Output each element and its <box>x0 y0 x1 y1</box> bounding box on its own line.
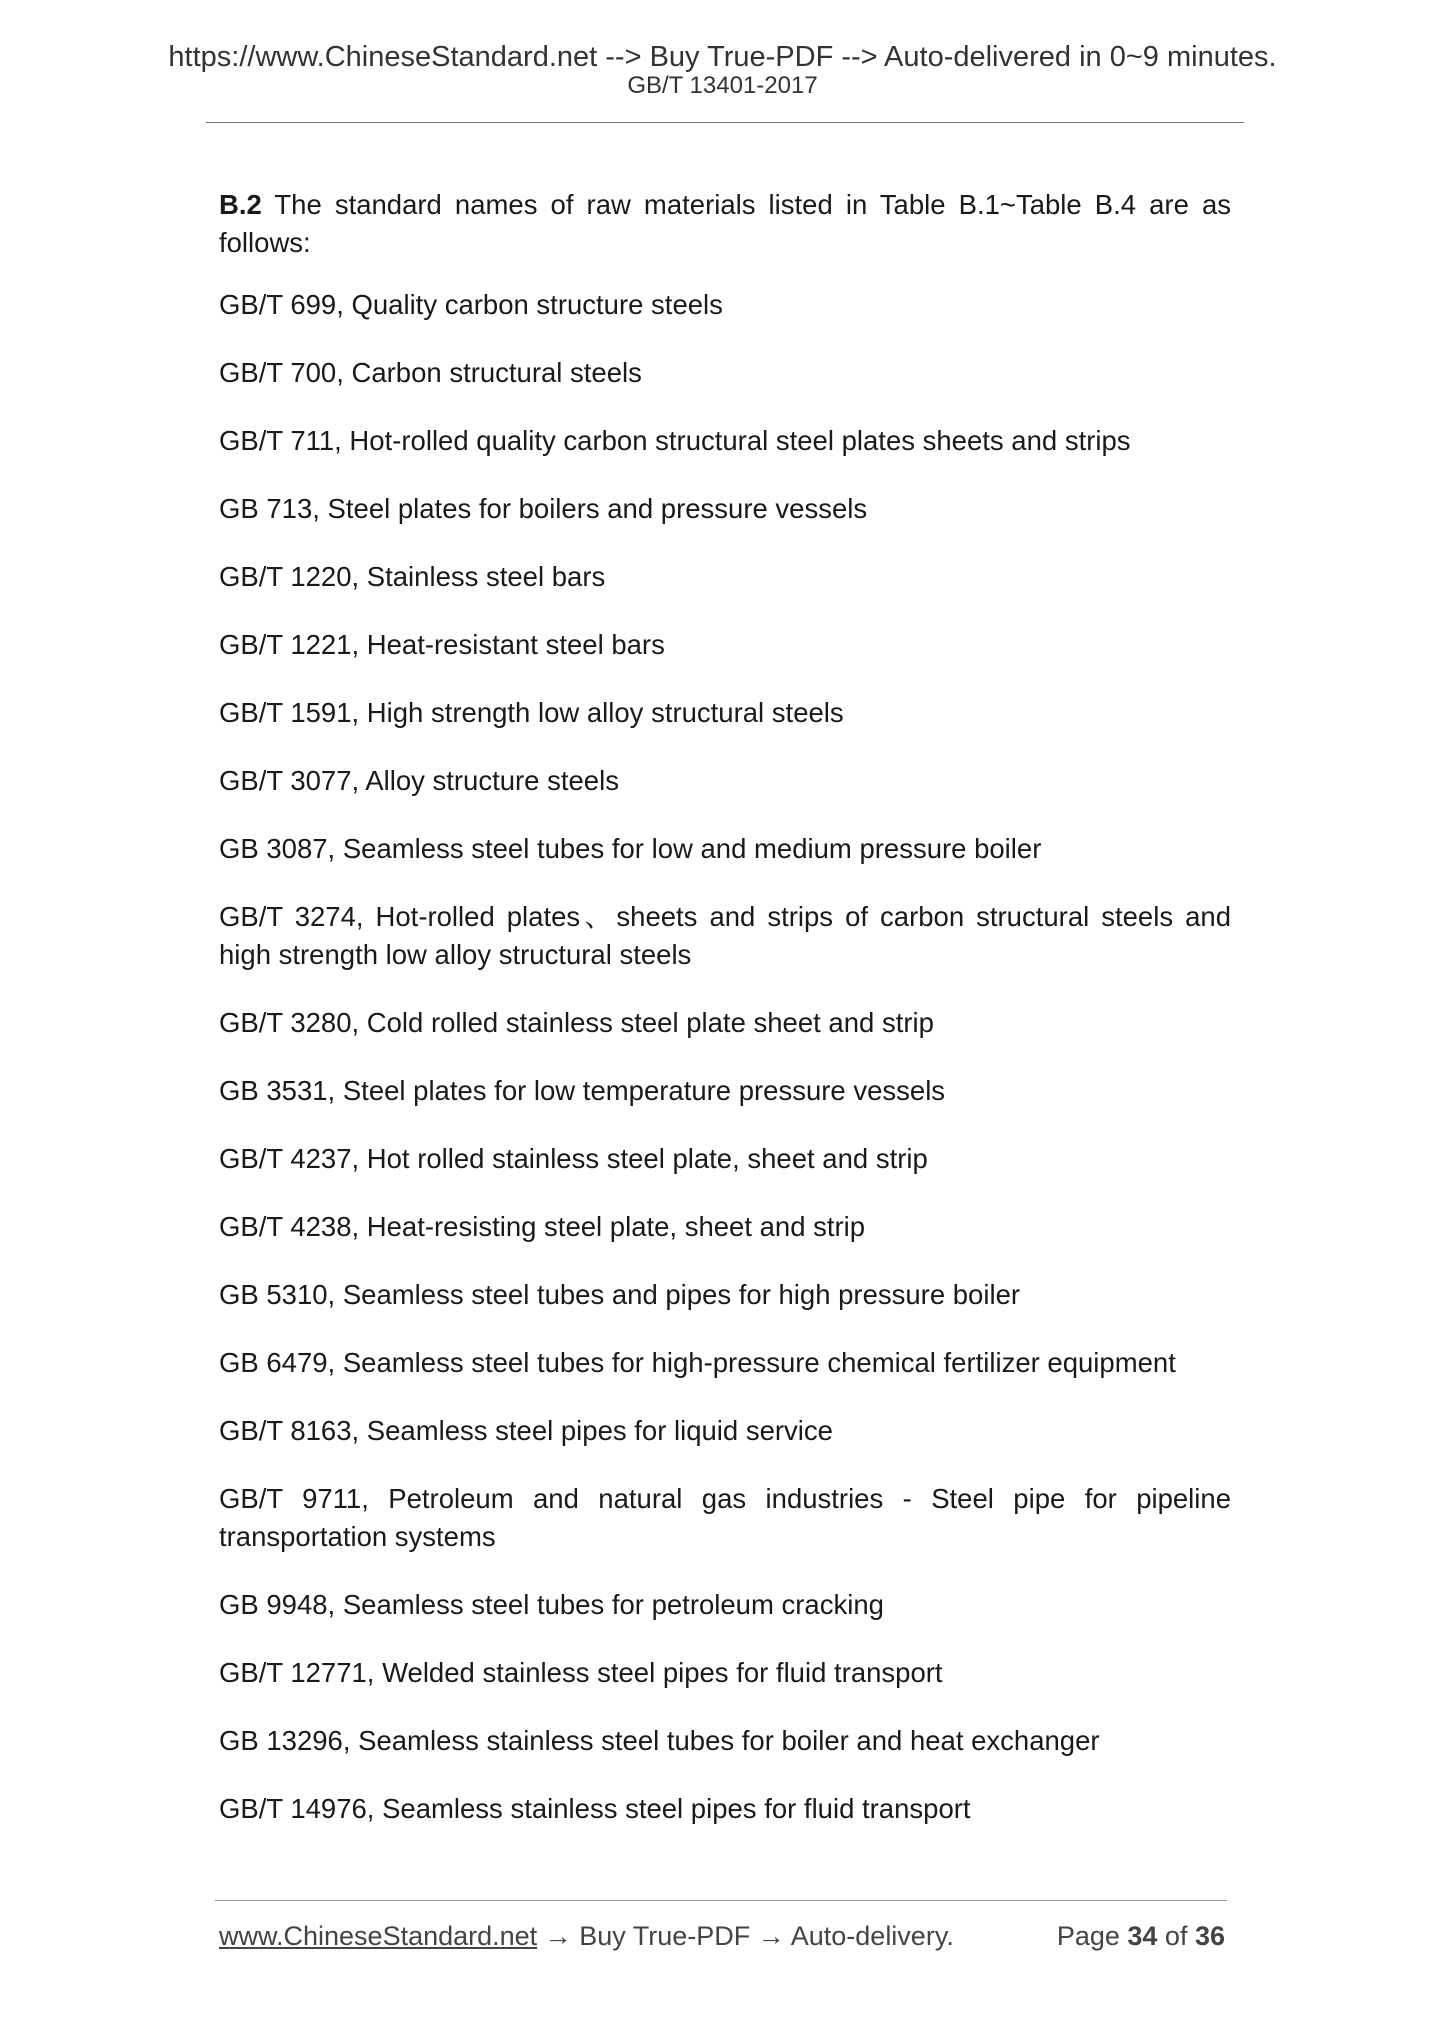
standard-item: GB/T 3077, Alloy structure steels <box>219 765 619 796</box>
standard-item: GB 13296, Seamless stainless steel tubes for boiler and heat exchanger <box>219 1725 1100 1756</box>
standard-item: GB/T 3274, Hot-rolled plates、sheets and strips of carbon structural steels and high strength low alloy structural steels <box>219 901 1231 970</box>
standard-item: GB/T 3280, Cold rolled stainless steel plate sheet and strip <box>219 1007 934 1038</box>
of-word: of <box>1157 1921 1195 1951</box>
header-divider <box>206 122 1244 123</box>
footer-divider <box>215 1900 1227 1901</box>
standard-item: GB/T 12771, Welded stainless steel pipes for fluid transport <box>219 1657 943 1688</box>
page-word: Page <box>1056 1921 1128 1951</box>
standard-item: GB 3531, Steel plates for low temperature pressure vessels <box>219 1075 946 1106</box>
page-footer <box>219 1918 1225 1954</box>
page-indicator <box>1057 1918 1225 1954</box>
standard-item: GB/T 4237, Hot rolled stainless steel plate, sheet and strip <box>219 1143 928 1174</box>
standard-item: GB/T 4238, Heat-resisting steel plate, sheet and strip <box>219 1211 866 1242</box>
section-intro-text: The standard names of raw materials listed in Table B.1~Table B.4 are as follows: <box>219 189 1231 258</box>
standard-item: GB/T 9711, Petroleum and natural gas industries - Steel pipe for pipeline transportation systems <box>219 1483 1231 1552</box>
page-current: 34 <box>1127 1921 1158 1951</box>
standard-item: GB/T 711, Hot-rolled quality carbon structural steel plates sheets and strips <box>219 425 1131 456</box>
document-body <box>219 186 1231 1858</box>
footer-left <box>219 1918 954 1954</box>
section-label: B.2 <box>219 189 262 220</box>
section-intro <box>219 186 1231 262</box>
standard-item: GB/T 14976, Seamless stainless steel pipes for fluid transport <box>219 1793 971 1824</box>
standard-item: GB 6479, Seamless steel tubes for high-pressure chemical fertilizer equipment <box>219 1347 1176 1378</box>
header-banner: https://www.ChineseStandard.net --> Buy True-PDF --> Auto-delivered in 0~9 minutes. <box>168 41 1277 73</box>
standard-item: GB/T 1591, High strength low alloy structural steels <box>219 697 844 728</box>
standard-item: GB/T 1221, Heat-resistant steel bars <box>219 629 665 660</box>
standard-item: GB 3087, Seamless steel tubes for low and medium pressure boiler <box>219 833 1042 864</box>
standard-item: GB/T 1220, Stainless steel bars <box>219 561 606 592</box>
standard-item: GB/T 699, Quality carbon structure steels <box>219 289 723 320</box>
footer-tagline: → Buy True-PDF → Auto-delivery. <box>537 1921 954 1951</box>
footer-site-link[interactable]: www.ChineseStandard.net <box>219 1921 538 1951</box>
standard-item: GB 713, Steel plates for boilers and pressure vessels <box>219 493 868 524</box>
standard-item: GB/T 8163, Seamless steel pipes for liquid service <box>219 1415 833 1446</box>
page-total: 36 <box>1194 1921 1225 1951</box>
standard-item: GB 9948, Seamless steel tubes for petroleum cracking <box>219 1589 884 1620</box>
standard-item: GB 5310, Seamless steel tubes and pipes for high pressure boiler <box>219 1279 1021 1310</box>
standard-item: GB/T 700, Carbon structural steels <box>219 357 642 388</box>
document-code: GB/T 13401-2017 <box>627 72 818 99</box>
